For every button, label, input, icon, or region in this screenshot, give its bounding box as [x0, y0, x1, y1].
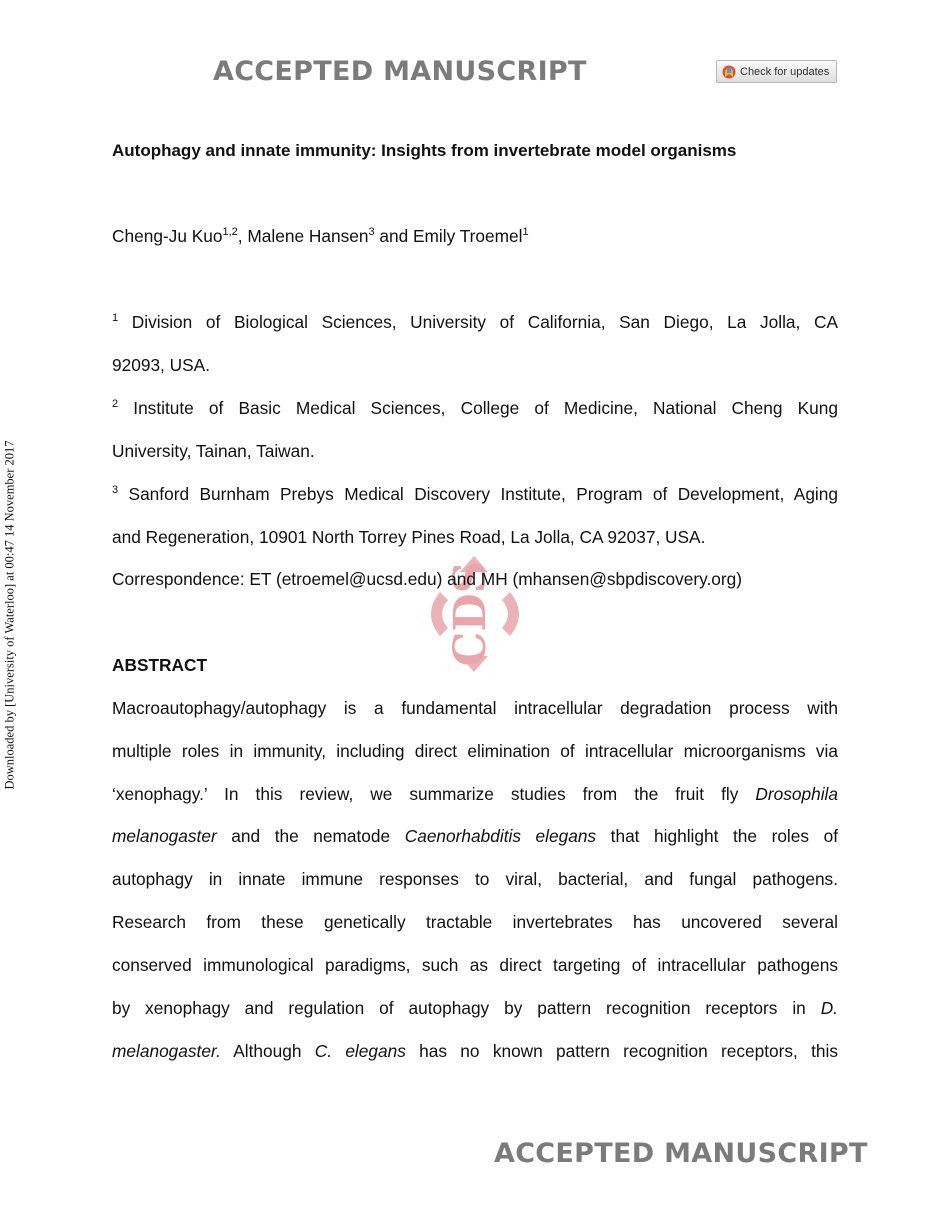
abstract-text: and the nematode	[231, 826, 391, 846]
species-name: melanogaster	[112, 826, 217, 846]
accepted-manuscript-banner-top: ACCEPTED MANUSCRIPT	[213, 56, 587, 87]
paper-title: Autophagy and innate immunity: Insights from invertebrate model organisms	[112, 141, 737, 160]
author-separator: and	[374, 226, 413, 246]
author-name: Emily Troemel	[413, 226, 523, 246]
species-name: D.	[820, 998, 838, 1018]
species-name: Drosophila	[755, 784, 838, 804]
watermark-letters: CDS	[445, 561, 496, 667]
abstract-text: that highlight the roles of	[610, 826, 839, 846]
affiliation-sup: 1	[112, 312, 119, 324]
author-name: Cheng-Ju Kuo	[112, 226, 223, 246]
affiliation-text: Sanford Burnham Prebys Medical Discovery Institute, Program of Development, Aging	[128, 484, 838, 504]
affiliation-1-line-1	[112, 312, 838, 333]
author-affiliation-sup: 1,2	[222, 226, 238, 238]
species-name: Caenorhabditis elegans	[404, 826, 597, 846]
affiliation-3-line-1	[112, 484, 838, 505]
accepted-manuscript-banner-bottom: ACCEPTED MANUSCRIPT	[494, 1138, 868, 1169]
affiliation-3-line-2: and Regeneration, 10901 North Torrey Pines Road, La Jolla, CA 92037, USA.	[112, 527, 706, 547]
abstract-line-8	[112, 998, 838, 1019]
crossmark-icon	[722, 65, 736, 79]
abstract-heading: ABSTRACT	[112, 655, 208, 675]
abstract-line-3	[112, 784, 838, 805]
abstract-line-9	[112, 1041, 838, 1062]
affiliation-2-line-2: University, Tainan, Taiwan.	[112, 441, 315, 461]
abstract-text: ‘xenophagy.’ In this review, we summarize studies from the fruit fly	[112, 784, 739, 804]
download-sidebar-text: Downloaded by [University of Waterloo] at 00:47 14 November 2017	[2, 440, 17, 790]
author-affiliation-sup: 1	[522, 226, 529, 238]
author-separator: ,	[237, 226, 248, 246]
abstract-text: Although	[233, 1041, 302, 1061]
abstract-line-1: Macroautophagy/autophagy is a fundamental intracellular degradation process with	[112, 698, 838, 718]
correspondence: Correspondence: ET (etroemel@ucsd.edu) and MH (mhansen@sbpdiscovery.org)	[112, 569, 742, 589]
species-name: melanogaster.	[112, 1041, 221, 1061]
download-sidebar	[2, 440, 18, 790]
abstract-line-5: autophagy in innate immune responses to viral, bacterial, and fungal pathogens.	[112, 869, 838, 889]
affiliation-text: Institute of Basic Medical Sciences, College of Medicine, National Cheng Kung	[133, 398, 838, 418]
abstract-line-4	[112, 826, 838, 847]
check-for-updates-label: Check for updates	[740, 65, 830, 78]
abstract-line-2: multiple roles in immunity, including direct elimination of intracellular microorganisms via	[112, 741, 838, 761]
author-list	[112, 226, 838, 247]
affiliation-1-line-2: 92093, USA.	[112, 355, 210, 375]
affiliation-2-line-1	[112, 398, 838, 419]
author-affiliation-sup: 3	[368, 226, 375, 238]
affiliation-sup: 2	[112, 398, 119, 410]
check-for-updates-button[interactable]	[716, 60, 837, 83]
affiliation-text: Division of Biological Sciences, University of California, San Diego, La Jolla, CA	[131, 312, 838, 332]
abstract-text: by xenophagy and regulation of autophagy by pattern recognition receptors in	[112, 998, 806, 1018]
abstract-line-7: conserved immunological paradigms, such as direct targeting of intracellular pathogens	[112, 955, 838, 975]
author-name: Malene Hansen	[247, 226, 369, 246]
abstract-line-6: Research from these genetically tractable invertebrates has uncovered several	[112, 912, 838, 932]
affiliation-sup: 3	[112, 484, 119, 496]
abstract-text: has no known pattern recognition receptors, this	[419, 1041, 838, 1061]
species-name: C. elegans	[314, 1041, 406, 1061]
